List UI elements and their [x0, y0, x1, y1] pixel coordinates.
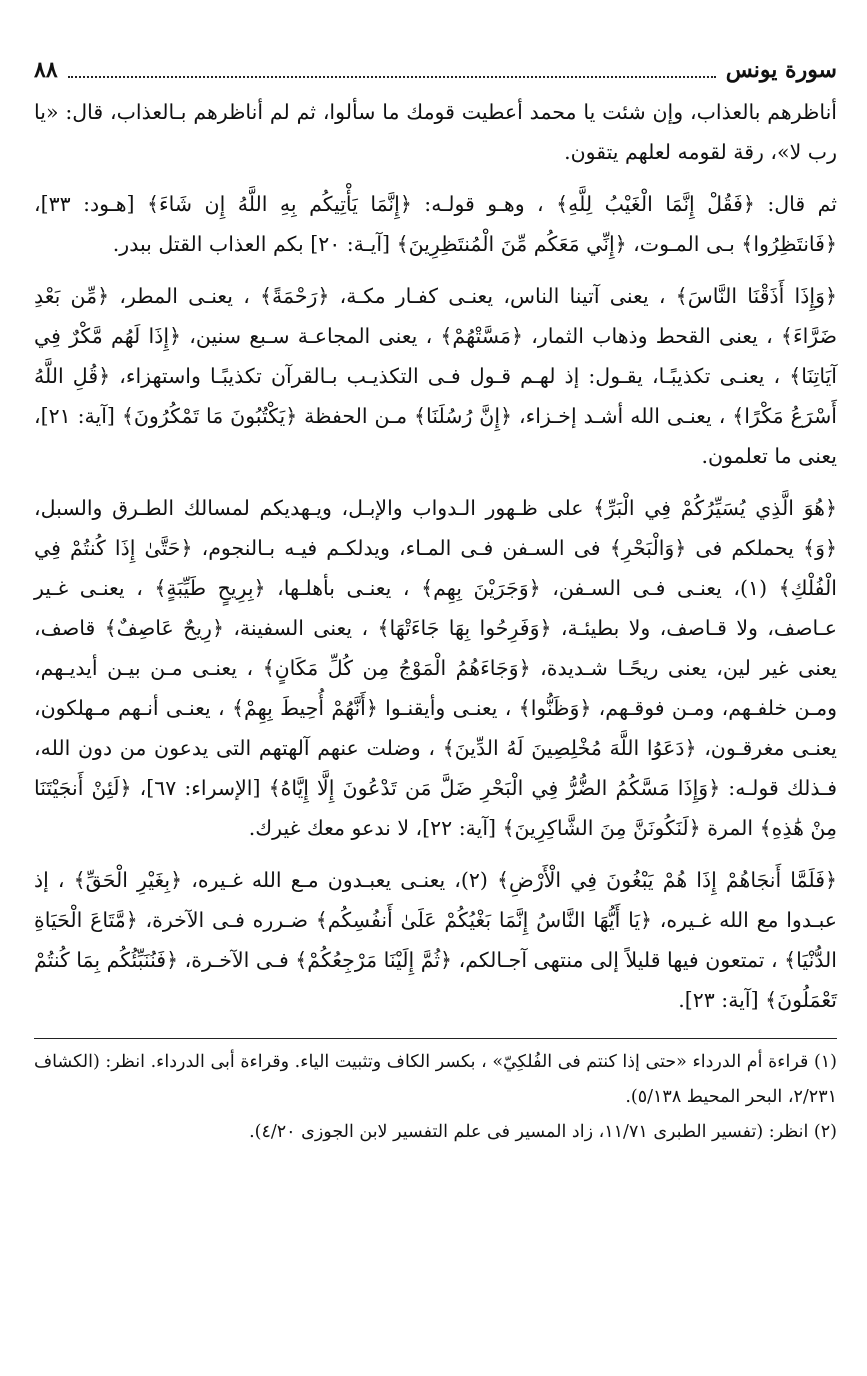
footnote-1: (١) قراءة أم الدرداء «حتى إذا كنتم فى الفُلكِيّ» ، بكسر الكاف وتثبيت الياء. وقراءة أبى الدرداء. انظر: (الكشاف ٢/٢٣١، البحر المحيط ٥/١٣٨). — [34, 1052, 837, 1107]
page-number: ٨٨ — [34, 57, 58, 83]
paragraph-5: ﴿فَلَمَّا أَنجَاهُمْ إِذَا هُمْ يَبْغُونَ فِي الْأَرْضِ﴾ (٢)، يعنـى يعبـدون مـع الله غـيره، ﴿بِغَيْرِ الْحَقِّ﴾ ، إذ عبـدوا مع الله غـيره، ﴿يَا أَيُّهَا النَّاسُ إِنَّمَا بَغْيُكُمْ عَلَىٰ أَنفُسِكُم﴾ ضـرره فـى الآخرة، ﴿مَّتَاعَ الْحَيَاةِ الدُّنْيَا﴾ ، تمتعون فيها قليلاً إلى منتهى آجـالكم، ﴿ثُمَّ إِلَيْنَا مَرْجِعُكُمْ﴾ فـى الآخـرة، ﴿فَنُنَبِّئُكُم بِمَا كُنتُمْ تَعْمَلُونَ﴾ [آية: ٢٣]. — [33, 868, 837, 1012]
main-text — [34, 92, 837, 1020]
header-dots — [68, 76, 716, 78]
paragraph-4: ﴿هُوَ الَّذِي يُسَيِّرُكُمْ فِي الْبَرِّ﴾ على ظـهور الـدواب والإبـل، ويـهديكم لمسالك الطـرق والسبل، ﴿وَ﴾ يحملكم فى ﴿وَالْبَحْرِ﴾ فى السـفن فـى المـاء، ويدلكـم فيـه بـالنجوم، ﴿حَتَّىٰ إِذَا كُنتُمْ فِي الْفُلْكِ﴾ (١)، يعنـى فـى السـفن، ﴿وَجَرَيْنَ بِهِم﴾ ، يعنـى بأهلـها، ﴿بِرِيحٍ طَيِّبَةٍ﴾ ، يعنـى غـير عـاصف، ولا قـاصف، ولا بطيئـة، ﴿وَفَرِحُوا بِهَا جَاءَتْهَا﴾ ، يعنى السفينة، ﴿رِيحٌ عَاصِفٌ﴾ قاصف، يعنى غير لين، يعنى ريحًـا شـديدة، ﴿وَجَاءَهُمُ الْمَوْجُ مِن كُلِّ مَكَانٍ﴾ ، يعنـى مـن بيـن أيديـهم، ومـن خلفـهم، ومـن فوقـهم، ﴿وَظَنُّوا﴾ ، يعنـى وأيقنـوا ﴿أَنَّهُمْ أُحِيطَ بِهِمْ﴾ ، يعنـى أنـهم مـهلكون، يعنـى مغرقـون، ﴿دَعَوُا اللَّهَ مُخْلِصِينَ لَهُ الدِّينَ﴾ ، وضلت عنهم آلهتهم التى يدعون من دون الله، فـذلك قولـه: ﴿وَإِذَا مَسَّكُمُ الضُّرُّ فِي الْبَحْرِ ضَلَّ مَن تَدْعُونَ إِلَّا إِيَّاهُ﴾ [الإسراء: ٦٧]، ﴿لَئِنْ أَنجَيْتَنَا مِنْ هَٰذِهِ﴾ المرة ﴿لَنَكُونَنَّ مِنَ الشَّاكِرِينَ﴾ [آية: ٢٢]، لا ندعو معك غيرك. — [34, 496, 837, 840]
footnote-2: (٢) انظر: (تفسير الطبرى ١١/٧١، زاد المسير فى علم التفسير لابن الجوزى ٤/٢٠). — [249, 1122, 837, 1142]
paragraph-1: أناظرهم بالعذاب، وإن شئت يا محمد أعطيت قومك ما سألوا، ثم لم أناظرهم بـالعذاب، قال: «يا رب لا»، رقة لقومه لعلهم يتقون. — [34, 100, 837, 164]
surah-title: سورة يونس — [725, 57, 837, 83]
paragraph-3: ﴿وَإِذَا أَذَقْنَا النَّاسَ﴾ ، يعنى آتينا الناس، يعنـى كفـار مكـة، ﴿رَحْمَةً﴾ ، يعنـى المطر، ﴿مِّن بَعْدِ ضَرَّاءَ﴾ ، يعنى القحط وذهاب الثمار، ﴿مَسَّتْهُمْ﴾ ، يعنى المجاعـة سـبع سنين، ﴿إِذَا لَهُم مَّكْرٌ فِي آيَاتِنَا﴾ ، يعنـى تكذيبًـا، يقـول: إذ لهـم قـول فـى التكذيـب بـالقرآن تكذيبًـا واستهزاء، ﴿قُلِ اللَّهُ أَسْرَعُ مَكْرًا﴾ ، يعنـى الله أشـد إخـزاء، ﴿إِنَّ رُسُلَنَا﴾ مـن الحفظة ﴿يَكْتُبُونَ مَا تَمْكُرُونَ﴾ [آية: ٢١]، يعنى ما تعلمون. — [34, 284, 837, 468]
paragraph-2: ثم قال: ﴿فَقُلْ إِنَّمَا الْغَيْبُ لِلَّهِ﴾ ، وهـو قولـه: ﴿إِنَّمَا يَأْتِيكُم بِهِ اللَّهُ إِن شَاءَ﴾ [هـود: ٣٣]، ﴿فَانتَظِرُوا﴾ بـى المـوت، ﴿إِنِّي مَعَكُم مِّنَ الْمُنتَظِرِينَ﴾ [آيـة: ٢٠] بكم العذاب القتل ببدر. — [34, 192, 837, 256]
page-header — [34, 52, 837, 92]
footnotes — [34, 1038, 837, 1150]
